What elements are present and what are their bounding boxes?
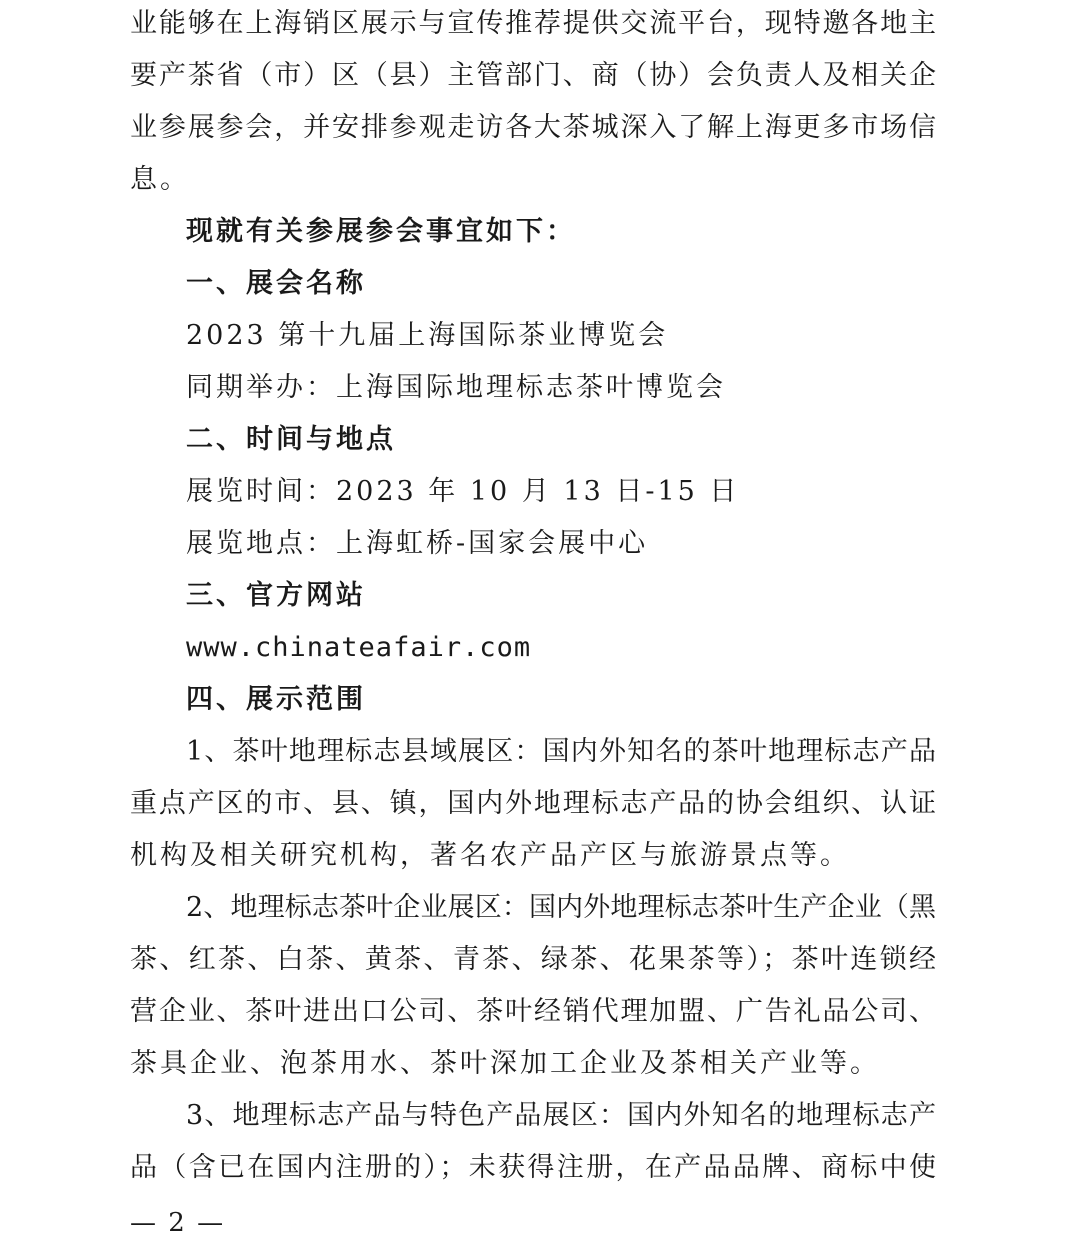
exhibition-time: 展览时间：2023 年 10 月 13 日-15 日 — [186, 476, 740, 507]
exhibition-place: 展览地点：上海虹桥-国家会展中心 — [186, 528, 649, 559]
scope-item1-line-2: 重点产区的市、县、镇，国内外地理标志产品的协会组织、认证 — [130, 788, 936, 819]
intro-line-4: 息。 — [130, 164, 190, 195]
scope-item3-line-2: 品（含已在国内注册的）；未获得注册，在产品品牌、商标中使 — [130, 1152, 936, 1183]
lead-sentence: 现就有关参展参会事宜如下： — [186, 216, 576, 247]
intro-line-2: 要产茶省（市）区（县）主管部门、商（协）会负责人及相关企 — [130, 60, 936, 91]
scope-item2-line-4: 茶具企业、泡茶用水、茶叶深加工企业及茶相关产业等。 — [130, 1048, 880, 1079]
scope-item2-line-2: 茶、红茶、白茶、黄茶、青茶、绿茶、花果茶等）；茶叶连锁经 — [130, 944, 936, 975]
section-heading-website: 三、官方网站 — [186, 580, 366, 611]
scope-item1-line-3: 机构及相关研究机构，著名农产品产区与旅游景点等。 — [130, 840, 850, 871]
page-number: — 2 — — [130, 1208, 226, 1238]
intro-line-3: 业参展参会，并安排参观走访各大茶城深入了解上海更多市场信 — [130, 112, 936, 143]
scope-item1-line-1: 1、茶叶地理标志县域展区：国内外知名的茶叶地理标志产品 — [186, 736, 936, 767]
document-page — [130, 0, 940, 1258]
scope-item2-line-3: 营企业、茶叶进出口公司、茶叶经销代理加盟、广告礼品公司、 — [130, 996, 936, 1027]
exhibition-name: 2023 第十九届上海国际茶业博览会 — [186, 320, 669, 351]
website-url: www.chinateafair.com — [186, 632, 532, 663]
section-heading-time-place: 二、时间与地点 — [186, 424, 396, 455]
scope-item3-line-1: 3、地理标志产品与特色产品展区：国内外知名的地理标志产 — [186, 1100, 936, 1131]
section-heading-scope: 四、展示范围 — [186, 684, 366, 715]
scope-item2-line-1: 2、地理标志茶叶企业展区：国内外地理标志茶叶生产企业（黑 — [186, 892, 936, 923]
section-heading-exhibition-name: 一、展会名称 — [186, 268, 366, 299]
concurrent-event: 同期举办：上海国际地理标志茶叶博览会 — [186, 372, 726, 403]
intro-line-1: 业能够在上海销区展示与宣传推荐提供交流平台，现特邀各地主 — [130, 8, 936, 39]
